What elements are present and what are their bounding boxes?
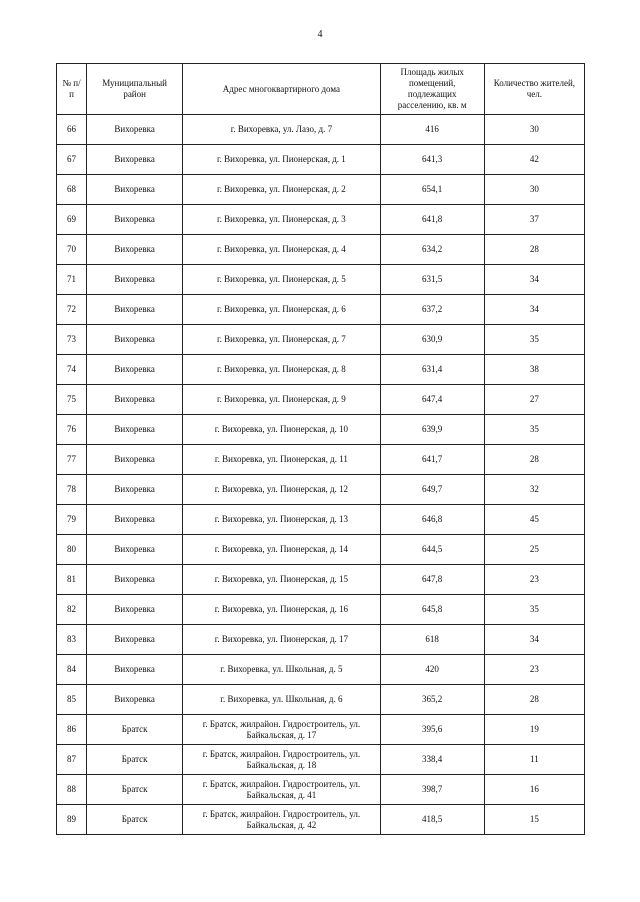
table-row (57, 745, 585, 775)
address-cell: г. Вихоревка, ул. Пионерская, д. 5 (183, 265, 380, 295)
area-cell: 398,7 (380, 775, 484, 805)
table-row (57, 235, 585, 265)
header-district: Муниципальный район (87, 64, 183, 115)
address-cell: г. Вихоревка, ул. Пионерская, д. 14 (183, 535, 380, 565)
residents-cell: 34 (484, 295, 584, 325)
area-cell: 634,2 (380, 235, 484, 265)
area-cell: 646,8 (380, 505, 484, 535)
district-cell: Вихоревка (87, 565, 183, 595)
address-cell: г. Вихоревка, ул. Пионерская, д. 9 (183, 385, 380, 415)
row-number-cell: 81 (57, 565, 87, 595)
residents-cell: 34 (484, 265, 584, 295)
residents-cell: 42 (484, 145, 584, 175)
table-row (57, 355, 585, 385)
address-cell: г. Вихоревка, ул. Пионерская, д. 3 (183, 205, 380, 235)
area-cell: 641,7 (380, 445, 484, 475)
address-cell: г. Вихоревка, ул. Школьная, д. 6 (183, 685, 380, 715)
area-cell: 418,5 (380, 805, 484, 835)
district-cell: Братск (87, 775, 183, 805)
residents-cell: 30 (484, 115, 584, 145)
address-cell: г. Братск, жилрайон. Гидростроитель, ул. Байкальская, д. 18 (183, 745, 380, 775)
residents-cell: 35 (484, 595, 584, 625)
table-row (57, 385, 585, 415)
district-cell: Братск (87, 715, 183, 745)
row-number-cell: 89 (57, 805, 87, 835)
address-cell: г. Вихоревка, ул. Пионерская, д. 2 (183, 175, 380, 205)
residents-cell: 38 (484, 355, 584, 385)
address-cell: г. Вихоревка, ул. Школьная, д. 5 (183, 655, 380, 685)
header-address: Адрес многоквартирного дома (183, 64, 380, 115)
district-cell: Вихоревка (87, 295, 183, 325)
residents-cell: 37 (484, 205, 584, 235)
row-number-cell: 70 (57, 235, 87, 265)
district-cell: Вихоревка (87, 205, 183, 235)
row-number-cell: 75 (57, 385, 87, 415)
residents-cell: 30 (484, 175, 584, 205)
row-number-cell: 80 (57, 535, 87, 565)
district-cell: Вихоревка (87, 145, 183, 175)
residents-cell: 28 (484, 445, 584, 475)
district-cell: Вихоревка (87, 445, 183, 475)
area-cell: 647,8 (380, 565, 484, 595)
residents-cell: 35 (484, 325, 584, 355)
row-number-cell: 74 (57, 355, 87, 385)
address-cell: г. Вихоревка, ул. Пионерская, д. 1 (183, 145, 380, 175)
resettlement-table (56, 63, 585, 835)
table-row (57, 685, 585, 715)
address-cell: г. Вихоревка, ул. Пионерская, д. 11 (183, 445, 380, 475)
residents-cell: 11 (484, 745, 584, 775)
table-row (57, 505, 585, 535)
residents-cell: 19 (484, 715, 584, 745)
address-cell: г. Вихоревка, ул. Пионерская, д. 13 (183, 505, 380, 535)
address-cell: г. Братск, жилрайон. Гидростроитель, ул. Байкальская, д. 17 (183, 715, 380, 745)
address-cell: г. Вихоревка, ул. Пионерская, д. 16 (183, 595, 380, 625)
residents-cell: 25 (484, 535, 584, 565)
residents-cell: 35 (484, 415, 584, 445)
row-number-cell: 69 (57, 205, 87, 235)
address-cell: г. Вихоревка, ул. Пионерская, д. 4 (183, 235, 380, 265)
district-cell: Вихоревка (87, 535, 183, 565)
residents-cell: 23 (484, 565, 584, 595)
row-number-cell: 88 (57, 775, 87, 805)
table-row (57, 445, 585, 475)
address-cell: г. Братск, жилрайон. Гидростроитель, ул. Байкальская, д. 41 (183, 775, 380, 805)
address-cell: г. Вихоревка, ул. Пионерская, д. 7 (183, 325, 380, 355)
table-row (57, 805, 585, 835)
residents-cell: 32 (484, 475, 584, 505)
district-cell: Братск (87, 805, 183, 835)
area-cell: 645,8 (380, 595, 484, 625)
area-cell: 420 (380, 655, 484, 685)
address-cell: г. Вихоревка, ул. Пионерская, д. 12 (183, 475, 380, 505)
residents-cell: 27 (484, 385, 584, 415)
row-number-cell: 86 (57, 715, 87, 745)
row-number-cell: 79 (57, 505, 87, 535)
district-cell: Вихоревка (87, 265, 183, 295)
table-row (57, 655, 585, 685)
header-residents: Количество жителей, чел. (484, 64, 584, 115)
row-number-cell: 78 (57, 475, 87, 505)
area-cell: 639,9 (380, 415, 484, 445)
table-row (57, 205, 585, 235)
area-cell: 637,2 (380, 295, 484, 325)
area-cell: 630,9 (380, 325, 484, 355)
district-cell: Вихоревка (87, 505, 183, 535)
district-cell: Вихоревка (87, 685, 183, 715)
row-number-cell: 84 (57, 655, 87, 685)
table-row (57, 295, 585, 325)
header-no: № п/п (57, 64, 87, 115)
row-number-cell: 82 (57, 595, 87, 625)
district-cell: Вихоревка (87, 595, 183, 625)
header-area: Площадь жилых помещений, подлежащих расселению, кв. м (380, 64, 484, 115)
table-row (57, 265, 585, 295)
address-cell: г. Вихоревка, ул. Пионерская, д. 8 (183, 355, 380, 385)
area-cell: 644,5 (380, 535, 484, 565)
table-row (57, 625, 585, 655)
area-cell: 641,3 (380, 145, 484, 175)
address-cell: г. Вихоревка, ул. Лазо, д. 7 (183, 115, 380, 145)
district-cell: Вихоревка (87, 175, 183, 205)
page-number: 4 (317, 29, 323, 40)
residents-cell: 15 (484, 805, 584, 835)
area-cell: 631,5 (380, 265, 484, 295)
area-cell: 631,4 (380, 355, 484, 385)
district-cell: Вихоревка (87, 355, 183, 385)
district-cell: Вихоревка (87, 475, 183, 505)
area-cell: 647,4 (380, 385, 484, 415)
row-number-cell: 85 (57, 685, 87, 715)
area-cell: 338,4 (380, 745, 484, 775)
residents-cell: 23 (484, 655, 584, 685)
area-cell: 649,7 (380, 475, 484, 505)
address-cell: г. Вихоревка, ул. Пионерская, д. 15 (183, 565, 380, 595)
row-number-cell: 87 (57, 745, 87, 775)
row-number-cell: 77 (57, 445, 87, 475)
district-cell: Вихоревка (87, 385, 183, 415)
row-number-cell: 73 (57, 325, 87, 355)
residents-cell: 34 (484, 625, 584, 655)
district-cell: Вихоревка (87, 415, 183, 445)
area-cell: 395,6 (380, 715, 484, 745)
table-row (57, 415, 585, 445)
area-cell: 365,2 (380, 685, 484, 715)
table-row (57, 565, 585, 595)
area-cell: 641,8 (380, 205, 484, 235)
address-cell: г. Братск, жилрайон. Гидростроитель, ул. Байкальская, д. 42 (183, 805, 380, 835)
table-body (57, 115, 585, 835)
table-row (57, 145, 585, 175)
table-row (57, 715, 585, 745)
district-cell: Вихоревка (87, 625, 183, 655)
district-cell: Вихоревка (87, 325, 183, 355)
address-cell: г. Вихоревка, ул. Пионерская, д. 10 (183, 415, 380, 445)
address-cell: г. Вихоревка, ул. Пионерская, д. 6 (183, 295, 380, 325)
residents-cell: 28 (484, 235, 584, 265)
area-cell: 618 (380, 625, 484, 655)
district-cell: Вихоревка (87, 115, 183, 145)
row-number-cell: 68 (57, 175, 87, 205)
table-row (57, 475, 585, 505)
address-cell: г. Вихоревка, ул. Пионерская, д. 17 (183, 625, 380, 655)
table-header-row (57, 64, 585, 115)
residents-cell: 16 (484, 775, 584, 805)
area-cell: 416 (380, 115, 484, 145)
row-number-cell: 67 (57, 145, 87, 175)
table-row (57, 535, 585, 565)
row-number-cell: 76 (57, 415, 87, 445)
row-number-cell: 83 (57, 625, 87, 655)
area-cell: 654,1 (380, 175, 484, 205)
residents-cell: 28 (484, 685, 584, 715)
row-number-cell: 72 (57, 295, 87, 325)
district-cell: Вихоревка (87, 655, 183, 685)
table-row (57, 595, 585, 625)
table-row (57, 325, 585, 355)
row-number-cell: 71 (57, 265, 87, 295)
table-row (57, 175, 585, 205)
district-cell: Вихоревка (87, 235, 183, 265)
table-row (57, 775, 585, 805)
residents-cell: 45 (484, 505, 584, 535)
table-row (57, 115, 585, 145)
district-cell: Братск (87, 745, 183, 775)
row-number-cell: 66 (57, 115, 87, 145)
